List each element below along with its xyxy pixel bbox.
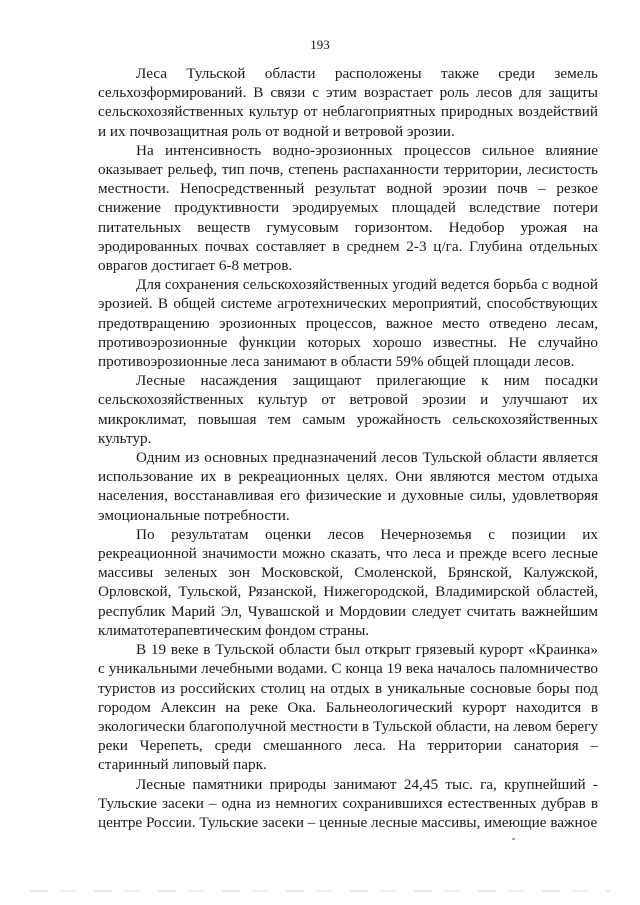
paragraph: Леса Тульской области расположены также среди земель сельхозформирований. В связи с этим возрастает роль лесов для защиты сельскохозяйственных культур от неблагоприятных природных воздействий и их почвозащитная роль от водной и ветровой эрозии. <box>98 65 598 140</box>
paragraph: Для сохранения сельскохозяйственных угодий ведется борьба с водной эрозией. В общей системе агротехнических мероприятий, способствующих предотвращению эрозионных процессов, важное место отведено лесам, противоэрозионные функции которых хорошо известны. Не случайно противоэрозионные леса занимают в области 59% общей площади лесов. <box>98 276 598 371</box>
paragraph: По результатам оценки лесов Нечерноземья с позиции их рекреационной значимости можно сказать, что леса и прежде всего лесные массивы зеленых зон Московской, Смоленской, Брянской, Калужской, Орловской, Тульской, Рязанской, Нижегородской, Владимирской областей, республик Марий Эл, Чувашской и Мордовии следует считать важнейшим климатотерапевтическим фондом страны. <box>98 525 598 639</box>
page-number: 193 <box>310 37 330 52</box>
scan-speck <box>512 838 515 840</box>
page-body <box>98 64 598 832</box>
paragraph: В 19 веке в Тульской области был открыт грязевый курорт «Краинка» с уникальными лечебными водами. С конца 19 века началось паломничество туристов из российских столиц на отдых в уникальные сосновые боры под городом Алексин на реке Ока. Бальнеологический курорт находится в экологически благополучной местности в Тульской области, на левом берегу реки Черепеть, среди смешанного леса. На территории санатория – старинный липовый парк. <box>98 641 598 774</box>
scan-edge-noise <box>30 890 610 892</box>
paragraph: На интенсивность водно-эрозионных процессов сильное влияние оказывает рельеф, тип почв, степень распаханности территории, лесистость местности. Непосредственный результат водной эрозии почв – резкое снижение продуктивности эродируемых площадей вследствие потери питательных веществ гумусовым горизонтом. Недобор урожая на эродированных почвах составляет в среднем 2-3 ц/га. Глубина отдельных оврагов достигает 6-8 метров. <box>98 141 598 275</box>
paragraph: Лесные памятники природы занимают 24,45 тыс. га, крупнейший - Тульские засеки – одна из немногих сохранившихся естественных дубрав в центре России. Тульские засеки – ценные лесные массивы, имеющие важное <box>98 775 598 831</box>
paragraph: Одним из основных предназначений лесов Тульской области является использование их в рекреационных целях. Они являются местом отдыха населения, восстанавливая его физические и духовные силы, удовлетворяя эмоциональные потребности. <box>98 449 598 524</box>
paragraph: Лесные насаждения защищают прилегающие к ним посадки сельскохозяйственных культур от ветровой эрозии и улучшают их микроклимат, повышая тем самым урожайность сельскохозяйственных культур. <box>98 372 598 447</box>
